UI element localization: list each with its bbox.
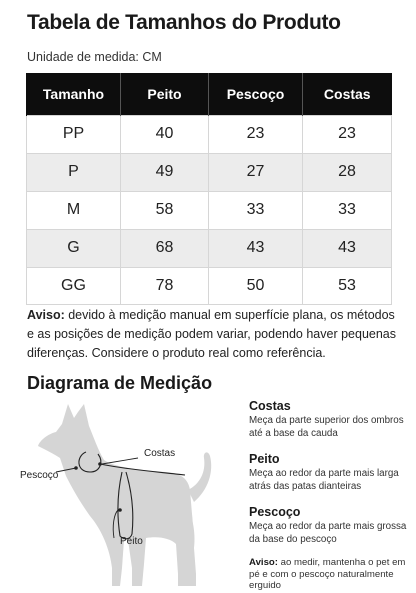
page-title: Tabela de Tamanhos do Produto	[27, 11, 341, 34]
table-cell: 33	[303, 191, 392, 229]
info-pescoco-heading: Pescoço	[249, 505, 301, 519]
measurement-tip-label: Aviso:	[249, 557, 278, 568]
table-cell: 50	[209, 267, 303, 304]
table-cell: 78	[121, 267, 209, 304]
dog-measurement-diagram	[20, 398, 242, 593]
table-cell: 23	[303, 115, 392, 153]
column-header-costas: Costas	[303, 73, 392, 115]
table-cell: P	[27, 153, 121, 191]
table-cell: PP	[27, 115, 121, 153]
table-cell: 58	[121, 191, 209, 229]
table-cell: 23	[209, 115, 303, 153]
info-costas-heading: Costas	[249, 399, 291, 413]
table-cell: 68	[121, 229, 209, 267]
dog-silhouette	[38, 404, 211, 586]
table-cell: G	[27, 229, 121, 267]
measurement-tip	[249, 557, 414, 592]
table-cell: 33	[209, 191, 303, 229]
table-cell: GG	[27, 267, 121, 304]
table-row	[27, 115, 392, 153]
table-cell: 49	[121, 153, 209, 191]
info-pescoco	[249, 505, 409, 546]
table-cell: 43	[209, 229, 303, 267]
info-peito	[249, 452, 409, 493]
unit-label: Unidade de medida: CM	[27, 50, 162, 64]
warning-note	[27, 306, 397, 363]
table-row	[27, 229, 392, 267]
table-row	[27, 153, 392, 191]
table-cell: 43	[303, 229, 392, 267]
table-cell: 53	[303, 267, 392, 304]
info-costas	[249, 399, 409, 440]
dog-tail-shape	[188, 452, 211, 502]
diagram-title: Diagrama de Medição	[27, 373, 213, 393]
warning-text: devido à medição manual em superfície plana, os métodos e as posições de medição podem variar, podendo haver pequenas diferenças. Considere o produto real como referência.	[27, 308, 397, 360]
info-peito-description: Meça ao redor da parte mais larga atrás das patas dianteiras	[249, 468, 399, 492]
table-cell: 27	[209, 153, 303, 191]
label-costas: Costas	[144, 448, 176, 459]
column-header-pescoco: Pescoço	[209, 73, 303, 115]
label-peito: Peito	[120, 536, 143, 547]
table-cell: 40	[121, 115, 209, 153]
warning-label: Aviso:	[27, 308, 65, 322]
table-cell: 28	[303, 153, 392, 191]
info-costas-description: Meça da parte superior dos ombros até a base da cauda	[249, 415, 404, 439]
info-pescoco-description: Meça ao redor da parte mais grossa da base do pescoço	[249, 521, 407, 545]
dog-body-shape	[38, 404, 193, 586]
info-peito-heading: Peito	[249, 452, 280, 466]
label-pescoco: Pescoço	[20, 470, 59, 481]
column-header-peito: Peito	[121, 73, 209, 115]
table-row	[27, 267, 392, 304]
measurement-tip-text: ao medir, mantenha o pet em pé e com o pescoço naturalmente erguido	[249, 557, 406, 591]
table-cell: M	[27, 191, 121, 229]
table-row	[27, 191, 392, 229]
table-header-row	[27, 73, 392, 115]
size-table	[26, 73, 392, 305]
column-header-tamanho: Tamanho	[27, 73, 121, 115]
